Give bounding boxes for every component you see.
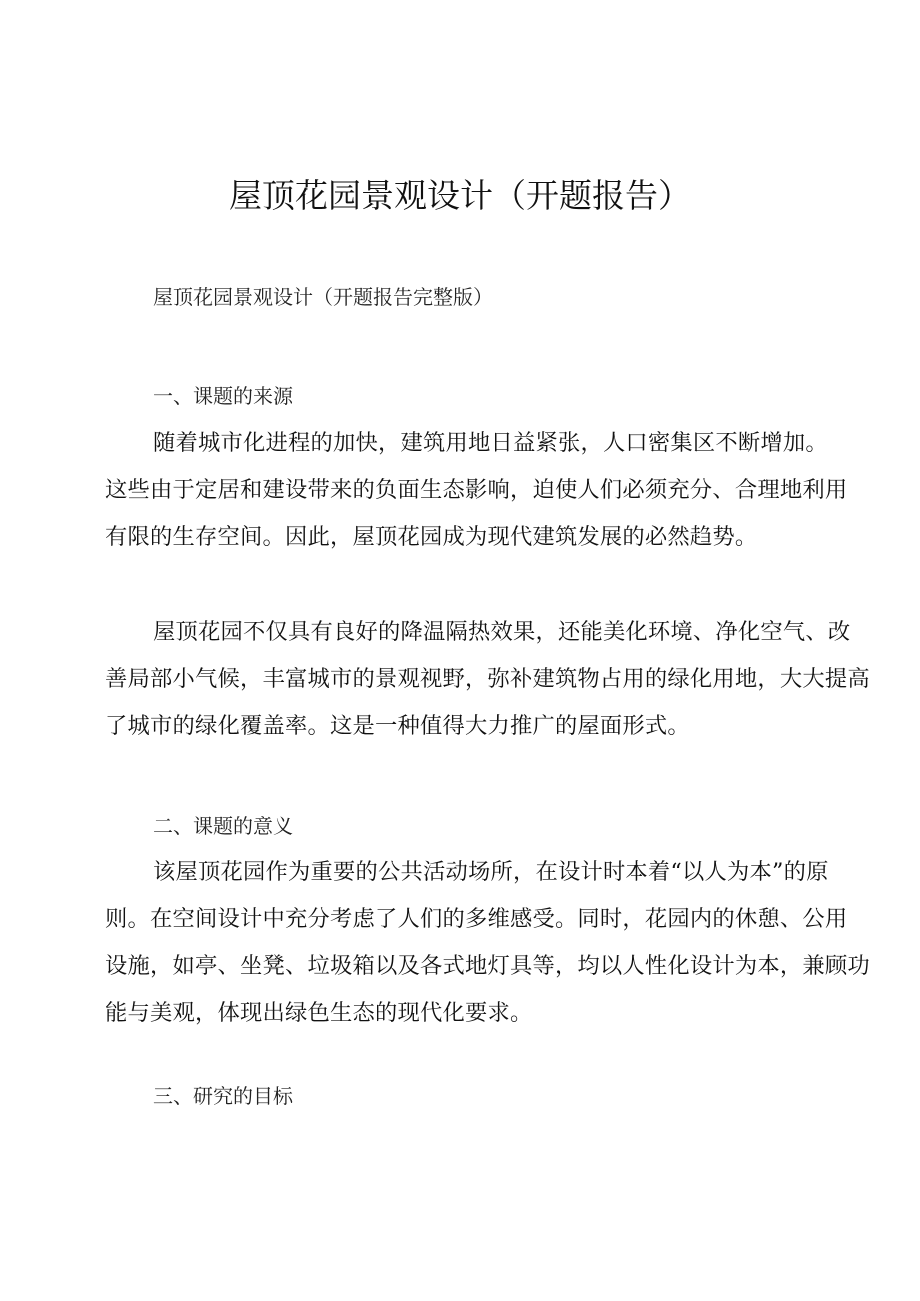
paragraph-line: 随着城市化进程的加快，建筑用地日益紧张，人口密集区不断增加。 bbox=[153, 430, 828, 456]
paragraph-source-2 bbox=[105, 609, 870, 750]
paragraph-significance-1 bbox=[105, 849, 870, 1037]
paragraph-line: 则。在空间设计中充分考虑了人们的多维感受。同时，花园内的休憩、公用 bbox=[105, 906, 848, 932]
paragraph-source-1 bbox=[105, 420, 848, 561]
paragraph-line: 屋顶花园不仅具有良好的降温隔热效果，还能美化环境、净化空气、改 bbox=[153, 619, 851, 645]
section-heading-objectives: 三、研究的目标 bbox=[153, 1084, 293, 1108]
paragraph-line: 了城市的绿化覆盖率。这是一种值得大力推广的屋面形式。 bbox=[105, 713, 690, 739]
paragraph-line: 有限的生存空间。因此，屋顶花园成为现代建筑发展的必然趋势。 bbox=[105, 524, 758, 550]
paragraph-line: 设施，如亭、坐凳、垃圾箱以及各式地灯具等，均以人性化设计为本，兼顾功 bbox=[105, 953, 870, 979]
paragraph-line: 这些由于定居和建设带来的负面生态影响，迫使人们必须充分、合理地利用 bbox=[105, 477, 848, 503]
section-heading-significance: 二、课题的意义 bbox=[153, 814, 293, 838]
paragraph-line: 能与美观，体现出绿色生态的现代化要求。 bbox=[105, 1000, 533, 1026]
document-subtitle: 屋顶花园景观设计（开题报告完整版） bbox=[153, 285, 493, 309]
paragraph-line: 该屋顶花园作为重要的公共活动场所，在设计时本着“以人为本”的原 bbox=[153, 859, 829, 885]
section-heading-source: 一、课题的来源 bbox=[153, 384, 293, 408]
paragraph-line: 善局部小气候，丰富城市的景观视野，弥补建筑物占用的绿化用地，大大提高 bbox=[105, 666, 870, 692]
document-title: 屋顶花园景观设计（开题报告） bbox=[229, 176, 691, 215]
